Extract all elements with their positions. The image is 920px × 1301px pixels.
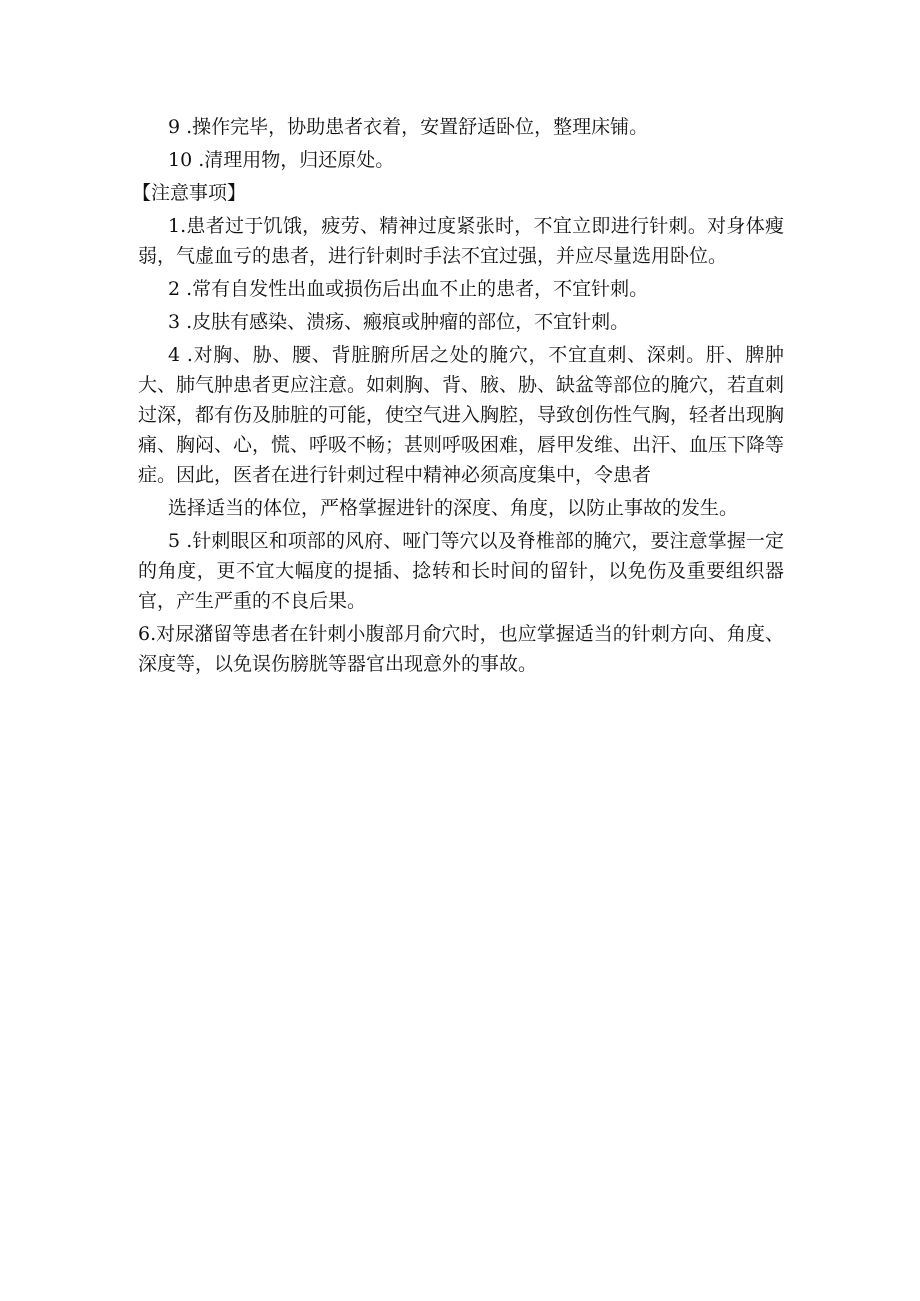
step-9-paragraph: 9 .操作完毕，协助患者衣着，安置舒适卧位，整理床铺。 <box>168 116 649 138</box>
note-3-paragraph: 3 .皮肤有感染、溃疡、瘢痕或肿瘤的部位，不宜针刺。 <box>168 311 630 333</box>
note-4-paragraph: 4 .对胸、胁、腰、背脏腑所居之处的腌穴，不宜直刺、深刺。肝、脾肿大、肺气肿患者更应注意。如刺胸、背、腋、胁、缺盆等部位的腌穴，若直刺过深，都有伤及肺脏的可能，使空气进入胸腔，导致创伤性气胸，轻者出现胸痛、胸闷、心，慌、呼吸不畅；甚则呼吸困难，唇甲发维、出汗、血压下降等症。因此，医者在进行针刺过程中精神必须高度集中，令患者 <box>138 344 785 486</box>
section-heading: 【注意事项】 <box>132 182 247 204</box>
step-10-paragraph: 10 .清理用物，归还原处。 <box>168 149 395 171</box>
note-2-paragraph: 2 .常有自发性出血或损伤后出血不止的患者，不宜针刺。 <box>168 278 649 300</box>
note-4-continuation-paragraph: 选择适当的体位，严格掌握进针的深度、角度，以防止事故的发生。 <box>168 497 739 519</box>
note-1-paragraph: 1.患者过于饥饿，疲劳、精神过度紧张时，不宜立即进行针刺。对身体瘦弱，气虚血亏的患者，进行针刺时手法不宜过强，并应尽量选用卧位。 <box>138 215 784 267</box>
note-6-paragraph: 6.对尿潴留等患者在针刺小腹部月俞穴时，也应掌握适当的针刺方向、角度、深度等，以免误伤膀胱等器官出现意外的事故。 <box>138 623 784 675</box>
note-5-paragraph: 5 .针刺眼区和项部的风府、哑门等穴以及脊椎部的腌穴，要注意掌握一定的角度，更不宜大幅度的提插、捻转和长时间的留针，以免伤及重要组织器官，产生严重的不良后果。 <box>138 530 784 612</box>
